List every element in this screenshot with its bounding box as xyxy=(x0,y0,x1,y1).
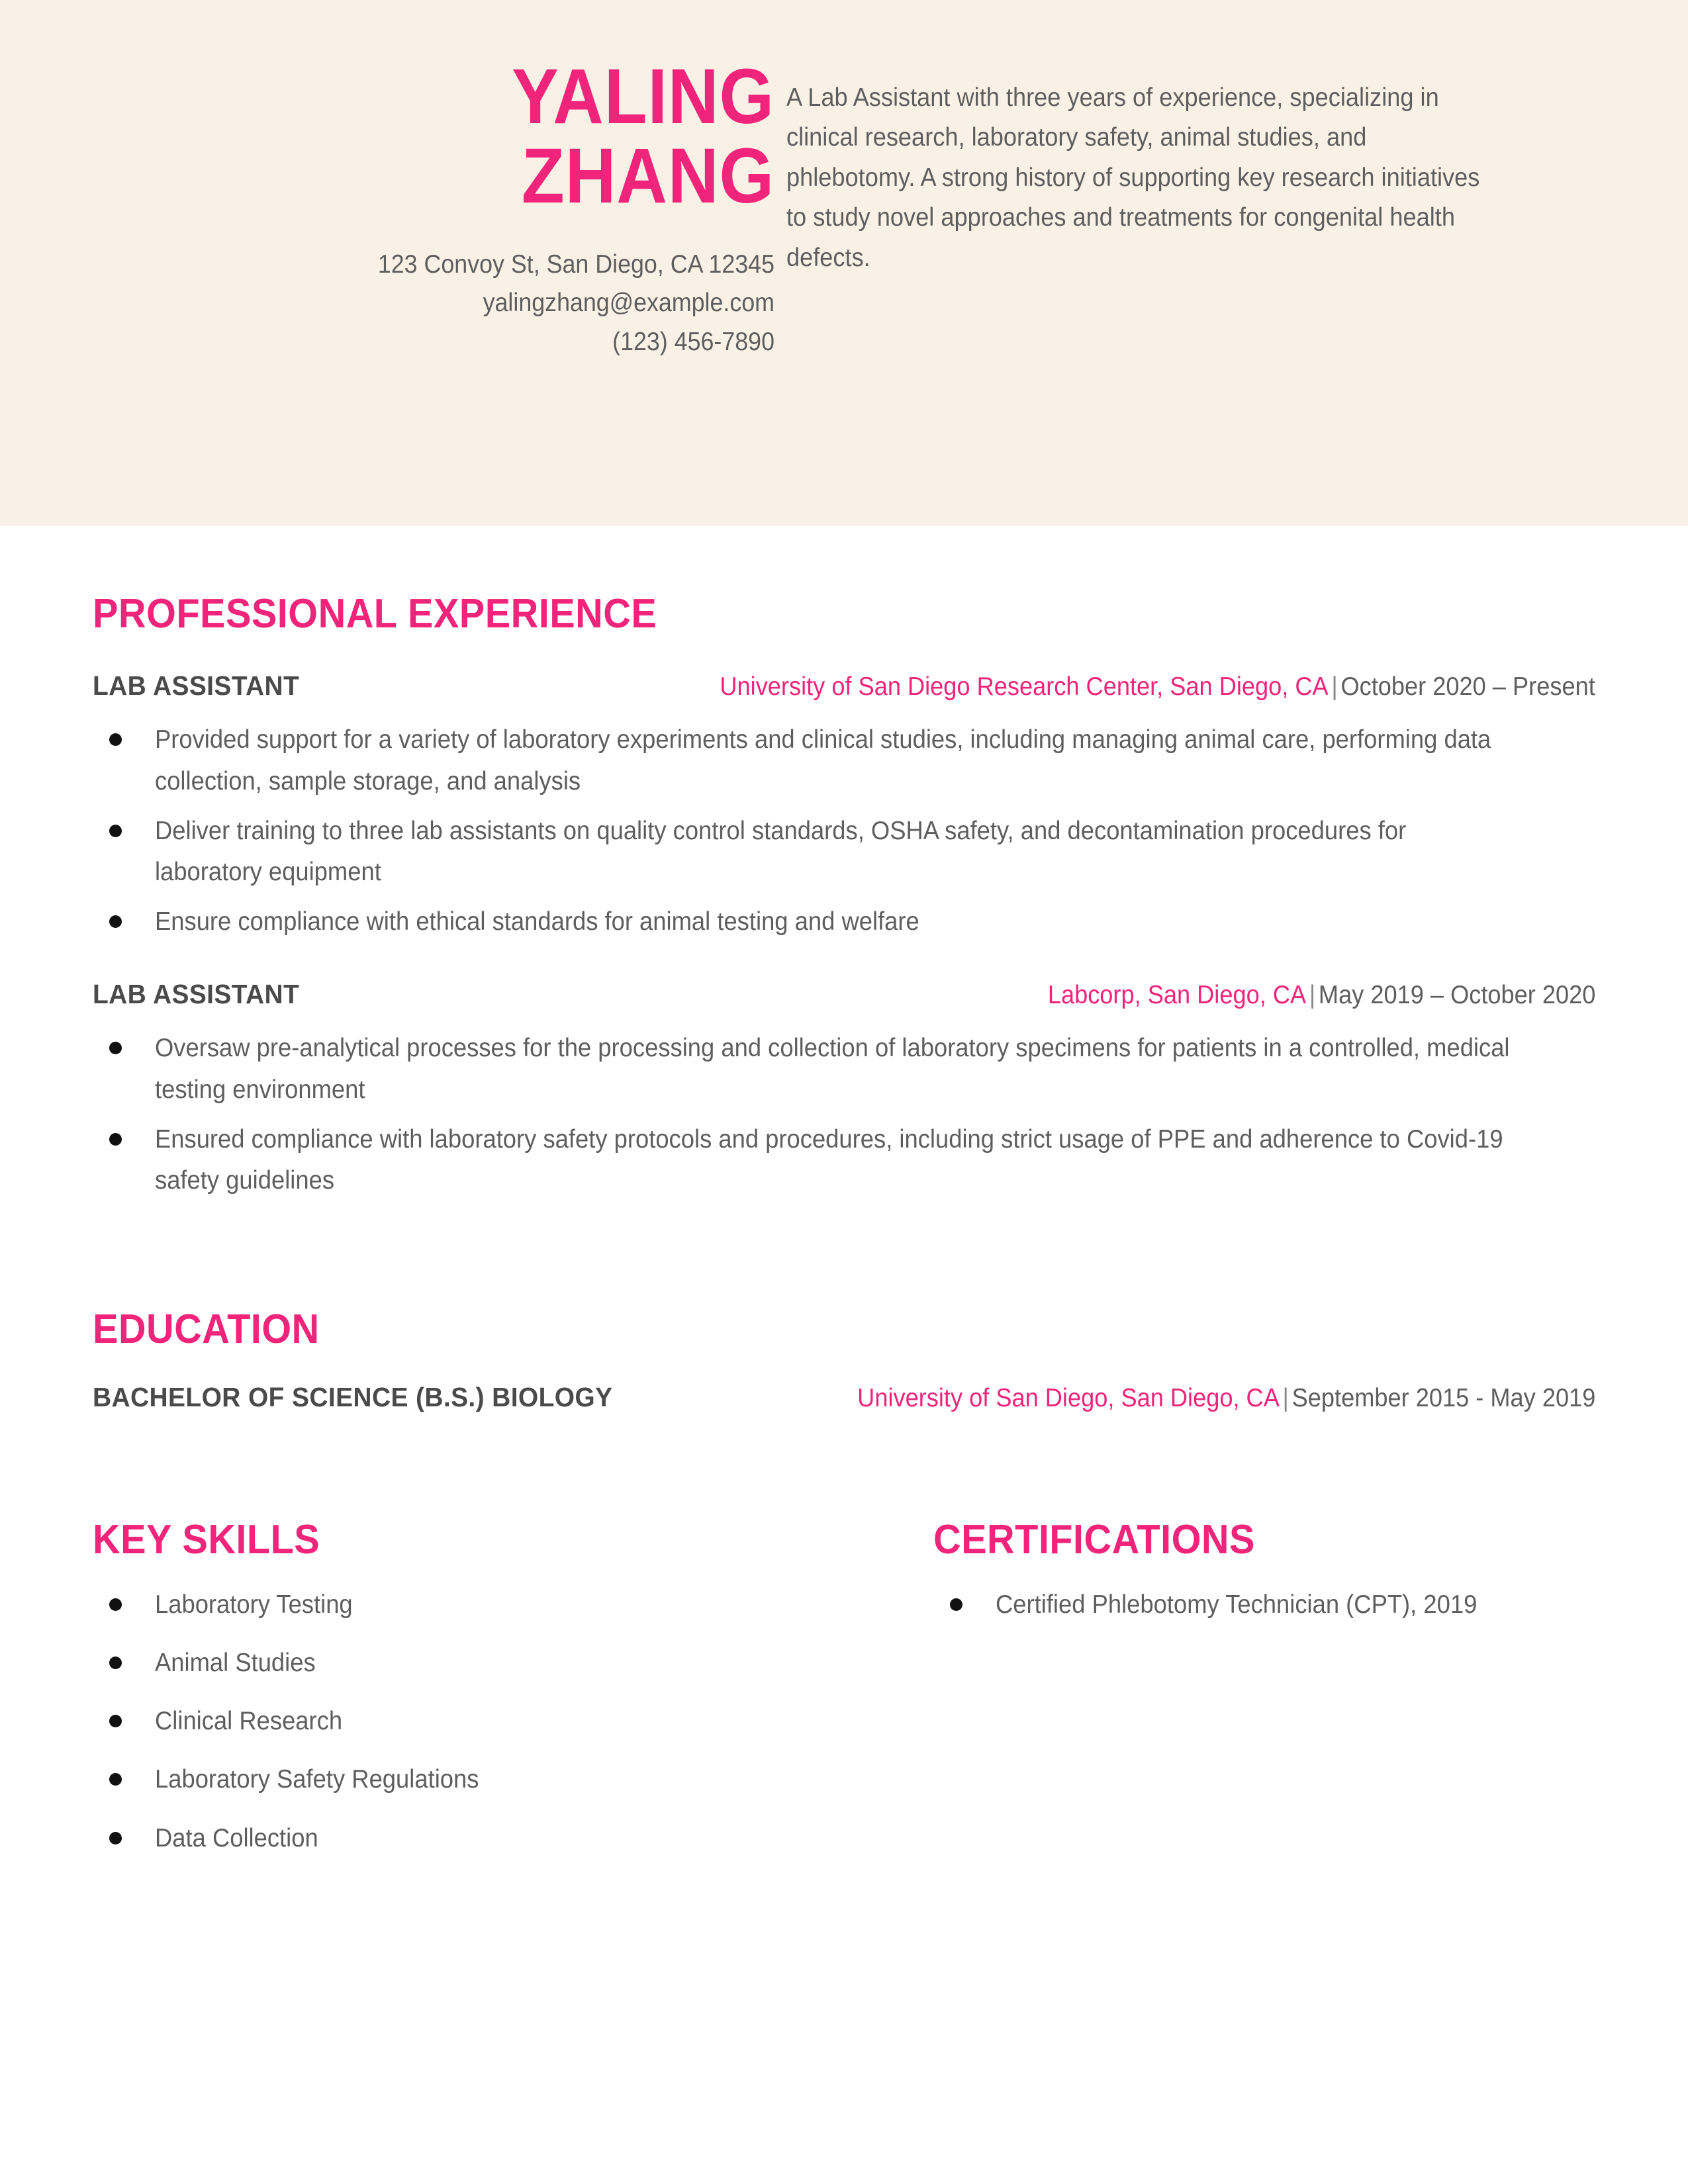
list-item xyxy=(93,719,1595,803)
skill-label: Laboratory Safety Regulations xyxy=(155,1765,479,1794)
header-summary-column xyxy=(774,0,1688,278)
list-item xyxy=(93,1119,1595,1203)
experience-entry-header xyxy=(93,979,1595,1011)
certifications-list xyxy=(933,1588,1595,1621)
job-organization: University of San Diego Research Center, San Diego, CA xyxy=(720,672,1329,701)
contact-address: 123 Convoy St, San Diego, CA 12345 xyxy=(377,250,774,279)
school-name: University of San Diego, San Diego, CA xyxy=(857,1384,1280,1413)
section-title-experience: PROFESSIONAL EXPERIENCE xyxy=(93,591,657,637)
skill-label: Animal Studies xyxy=(155,1649,316,1678)
degree-title: BACHELOR OF SCIENCE (B.S.) BIOLOGY xyxy=(93,1382,613,1413)
education-meta xyxy=(857,1383,1595,1414)
job-meta xyxy=(1047,980,1595,1011)
professional-summary: A Lab Assistant with three years of experience, specializing in clinical research, laboratory safety, animal studies, and phlebotomy. A strong history of supporting key research initiatives to study novel approaches and treatments for congenital health defects. xyxy=(786,83,1480,272)
job-title: LAB ASSISTANT xyxy=(93,978,300,1009)
list-item xyxy=(93,901,1595,943)
key-skills-list xyxy=(93,1588,933,1854)
section-title-education: EDUCATION xyxy=(93,1306,320,1353)
list-item xyxy=(93,1822,933,1855)
header-content xyxy=(0,0,1688,526)
education-dates: September 2015 - May 2019 xyxy=(1291,1384,1595,1413)
header-identity-column xyxy=(0,0,774,361)
bullet-text: Ensured compliance with laboratory safety protocols and procedures, including strict usage of PPE and adherence to Covid-19 safety guidelines xyxy=(155,1124,1503,1195)
job-meta xyxy=(720,672,1595,702)
list-item xyxy=(93,1763,933,1796)
list-item xyxy=(93,1705,933,1738)
skill-label: Laboratory Testing xyxy=(155,1590,353,1619)
bullet-text: Provided support for a variety of laboratory experiments and clinical studies, including managing animal care, performing data collection, sample storage, and analysis xyxy=(155,725,1491,796)
contact-block xyxy=(239,246,774,362)
job-bullet-list xyxy=(93,1028,1595,1202)
list-item xyxy=(933,1588,1595,1621)
job-bullet-list xyxy=(93,719,1595,943)
section-title-certifications: CERTIFICATIONS xyxy=(933,1517,1255,1563)
section-education xyxy=(93,1210,1595,1414)
contact-email[interactable]: yalingzhang@example.com xyxy=(483,289,774,318)
job-title: LAB ASSISTANT xyxy=(93,670,300,701)
contact-phone[interactable]: (123) 456-7890 xyxy=(612,327,774,356)
bullet-text: Ensure compliance with ethical standards for animal testing and welfare xyxy=(155,907,919,936)
bullet-text: Deliver training to three lab assistants on quality control standards, OSHA safety, and decontamination procedures for laboratory equipment xyxy=(155,816,1407,887)
section-title-key-skills: KEY SKILLS xyxy=(93,1517,320,1563)
meta-separator: | xyxy=(1331,672,1338,701)
section-certifications xyxy=(933,1517,1595,1880)
section-professional-experience xyxy=(93,526,1595,1202)
skill-label: Clinical Research xyxy=(155,1707,343,1736)
meta-separator: | xyxy=(1309,980,1315,1009)
experience-entry xyxy=(93,670,1595,943)
list-item xyxy=(93,1588,933,1621)
job-dates: October 2020 – Present xyxy=(1340,672,1595,701)
skill-label: Data Collection xyxy=(155,1823,318,1852)
experience-entry xyxy=(93,979,1595,1202)
experience-entry-header xyxy=(93,670,1595,702)
bullet-text: Oversaw pre-analytical processes for the processing and collection of laboratory specimens for patients in a controlled, medical testing environment xyxy=(155,1034,1510,1104)
first-name: YALING xyxy=(512,53,774,140)
certification-label: Certified Phlebotomy Technician (CPT), 2019 xyxy=(996,1590,1477,1619)
list-item xyxy=(93,811,1595,894)
education-entry-header xyxy=(93,1382,1595,1414)
list-item xyxy=(93,1647,933,1680)
list-item xyxy=(93,1028,1595,1111)
section-key-skills xyxy=(93,1517,933,1880)
meta-separator: | xyxy=(1282,1384,1289,1413)
skills-certifications-row xyxy=(93,1414,1595,1880)
job-dates: May 2019 – October 2020 xyxy=(1318,980,1595,1009)
job-organization: Labcorp, San Diego, CA xyxy=(1047,980,1306,1009)
last-name: ZHANG xyxy=(521,132,774,220)
resume-body xyxy=(0,526,1688,1880)
